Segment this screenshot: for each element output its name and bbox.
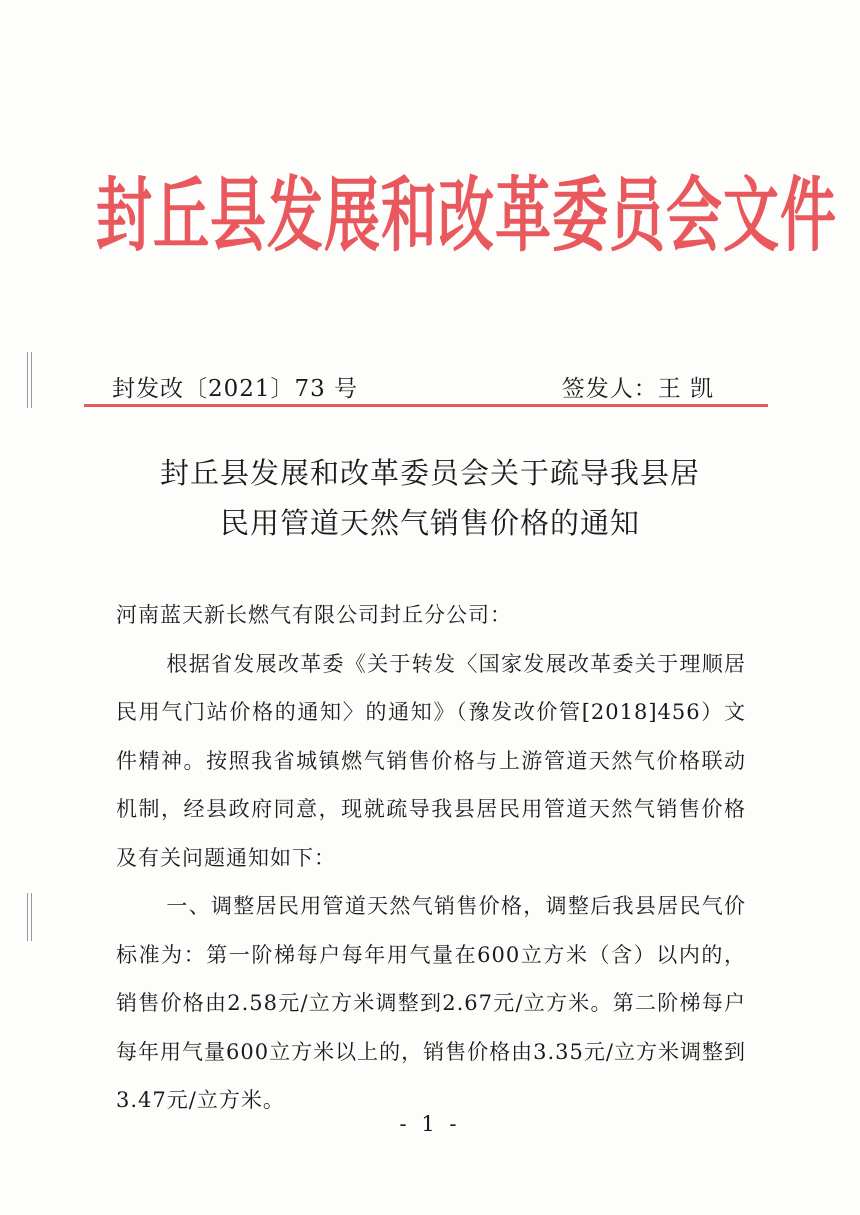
body-paragraph: 根据省发展改革委《关于转发〈国家发展改革委关于理顺居民用气门站价格的通知〉的通知》（豫发改价管[2018]456）文件精神。按照我省城镇燃气销售价格与上游管道天然气价格联动机制，经县政府同意，现就疏导我县居民用管道天然气销售价格及有关问题通知如下： (116, 651, 746, 870)
document-number: 封发改〔2021〕73 号 (112, 376, 359, 402)
binding-mark (27, 893, 32, 941)
document-header-title: 封丘县发展和改革委员会文件 (96, 169, 837, 264)
body-paragraph: 一、调整居民用管道天然气销售价格，调整后我县居民气价标准为：第一阶梯每户每年用气量在600立方米（含）以内的，销售价格由2.58元/立方米调整到2.67元/立方米。第二阶梯每户每年用气量600立方米以上的，销售价格由3.35元/立方米调整到3.47元/立方米。 (116, 894, 746, 1112)
recipient: 河南蓝天新长燃气有限公司封丘分公司： (116, 603, 512, 627)
document-body (116, 591, 746, 1125)
notice-title-line: 民用管道天然气销售价格的通知 (219, 506, 640, 540)
notice-title (100, 448, 760, 548)
binding-mark (27, 352, 32, 408)
page-number: - 1 - (399, 1112, 461, 1136)
red-divider-line (84, 404, 768, 407)
notice-title-line: 封丘县发展和改革委员会关于疏导我县居 (159, 456, 700, 490)
signer: 签发人：王 凯 (561, 376, 714, 402)
